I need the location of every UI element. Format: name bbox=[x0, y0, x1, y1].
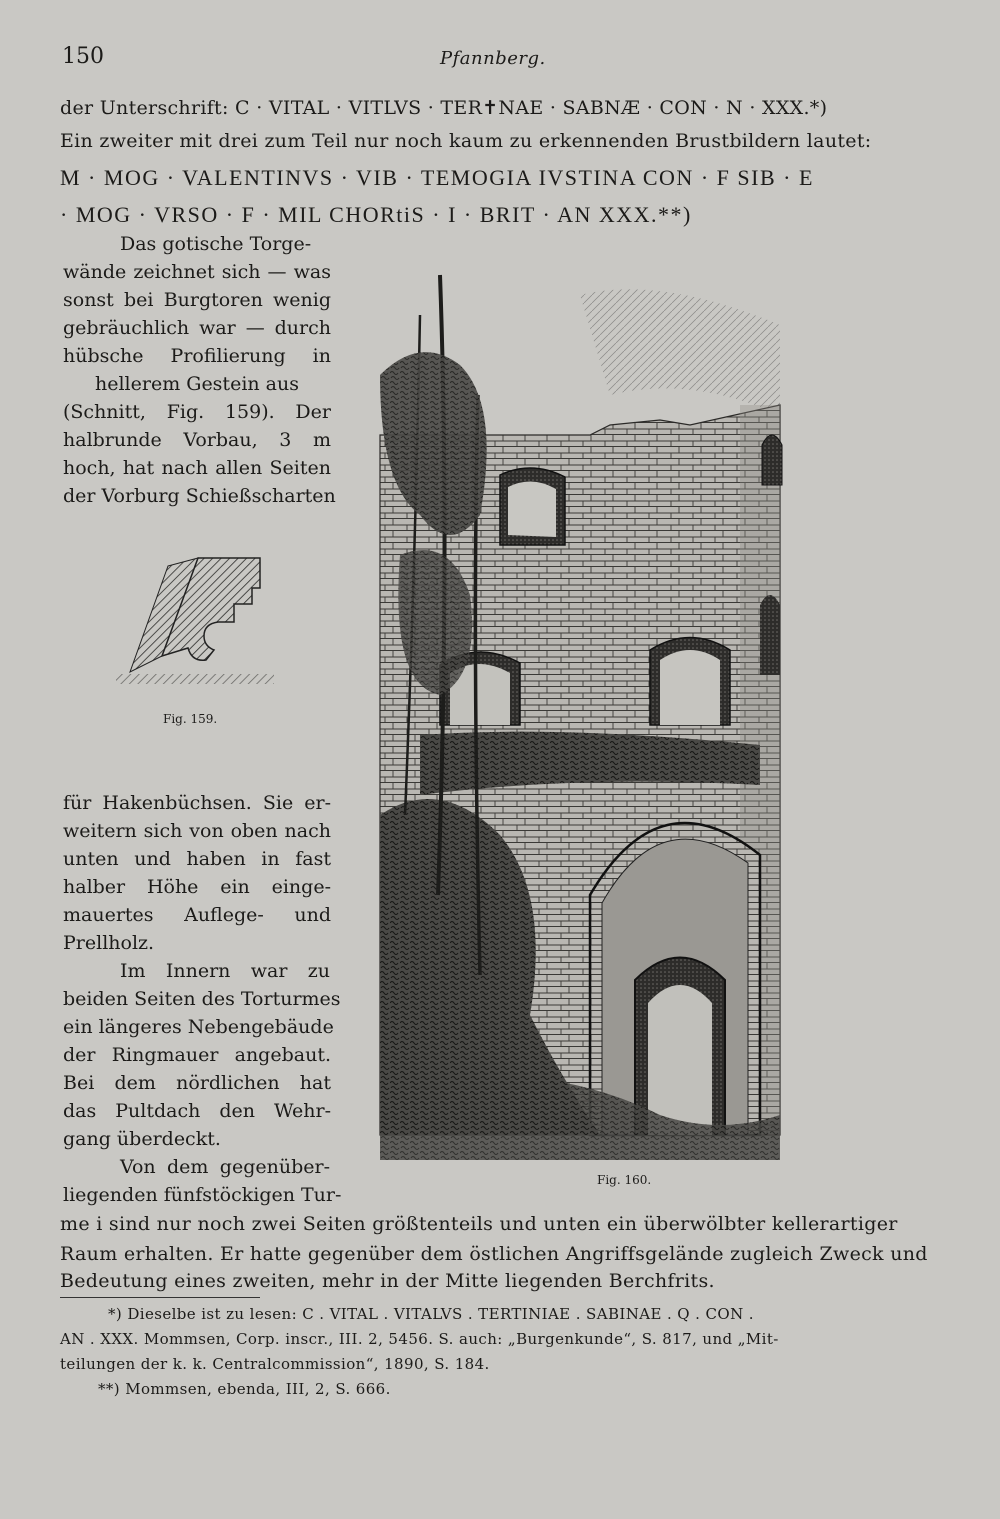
column-line: halbrunde Vorbau, 3 m bbox=[63, 429, 331, 451]
column-line: der Vorburg Schießscharten bbox=[63, 485, 336, 507]
figure-160-caption: Fig. 160. bbox=[597, 1173, 652, 1187]
footnote-rule bbox=[60, 1297, 260, 1298]
column-line: halber Höhe ein einge- bbox=[63, 876, 331, 898]
column-line: unten und haben in fast bbox=[63, 848, 331, 870]
page-number: 150 bbox=[62, 44, 104, 69]
column-line: liegenden fünfstöckigen Tur- bbox=[63, 1184, 342, 1206]
column-line: das Pultdach den Wehr- bbox=[63, 1100, 331, 1122]
column-line: sonst bei Burgtoren wenig bbox=[63, 289, 331, 311]
body-line: Ein zweiter mit drei zum Teil nur noch kaum zu erkennenden Brustbildern lautet: bbox=[60, 130, 872, 152]
running-title: Pfannberg. bbox=[440, 48, 546, 69]
column-line: wände zeichnet sich — was bbox=[63, 261, 331, 283]
inscription-line: M · MOG · VALENTINVS · VIB · TEMOGIA IVSTINA CON · F SIB · E bbox=[60, 165, 814, 190]
column-line: ein längeres Nebengebäude bbox=[63, 1016, 334, 1038]
column-line: weitern sich von oben nach bbox=[63, 820, 331, 842]
footnote-line: **) Mommsen, ebenda, III, 2, S. 666. bbox=[98, 1380, 391, 1398]
footnote-line: teilungen der k. k. Centralcommission“, 1890, S. 184. bbox=[60, 1355, 490, 1373]
column-line: gang überdeckt. bbox=[63, 1128, 221, 1150]
column-line: hübsche Profilierung in bbox=[63, 345, 331, 367]
column-line: Prellholz. bbox=[63, 932, 155, 954]
footnote-line: *) Dieselbe ist zu lesen: C . VITAL . VITALVS . TERTINIAE . SABINAE . Q . CON . bbox=[108, 1305, 754, 1323]
inscription-line: · MOG · VRSO · F · MIL CHORtiS · I · BRIT · AN XXX.**) bbox=[60, 202, 692, 227]
figure-159-caption: Fig. 159. bbox=[163, 712, 218, 726]
figure-159-profile-drawing bbox=[110, 550, 280, 695]
column-line: Das gotische Torge- bbox=[120, 233, 312, 255]
footnote-line: AN . XXX. Mommsen, Corp. inscr., III. 2, 5456. S. auch: „Burgenkunde“, S. 817, und „Mit- bbox=[60, 1330, 779, 1348]
body-line: der Unterschrift: C · VITAL · VITLVS · TER✝NAE · SABNÆ · CON · N · XXX.*) bbox=[60, 97, 828, 119]
column-line: gebräuchlich war — durch bbox=[63, 317, 331, 339]
column-line: Bei dem nördlichen hat bbox=[63, 1072, 331, 1094]
column-line: für Hakenbüchsen. Sie er- bbox=[63, 792, 331, 814]
column-line: Im Innern war zu bbox=[120, 960, 330, 982]
body-line: Raum erhalten. Er hatte gegenüber dem östlichen Angriffsgelände zugleich Zweck und bbox=[60, 1243, 928, 1265]
body-line: me i sind nur noch zwei Seiten größtenteils und unten ein überwölbter kellerartiger bbox=[60, 1213, 898, 1235]
figure-160-gate-tower-illustration bbox=[360, 255, 790, 1165]
column-line: Von dem gegenüber- bbox=[120, 1156, 330, 1178]
column-line: hellerem Gestein aus bbox=[95, 373, 299, 395]
column-line: beiden Seiten des Torturmes bbox=[63, 988, 341, 1010]
column-line: hoch, hat nach allen Seiten bbox=[63, 457, 331, 479]
column-line: (Schnitt, Fig. 159). Der bbox=[63, 401, 331, 423]
body-line: Bedeutung eines zweiten, mehr in der Mitte liegenden Berchfrits. bbox=[60, 1270, 715, 1292]
column-line: mauertes Auflege- und bbox=[63, 904, 331, 926]
column-line: der Ringmauer angebaut. bbox=[63, 1044, 331, 1066]
